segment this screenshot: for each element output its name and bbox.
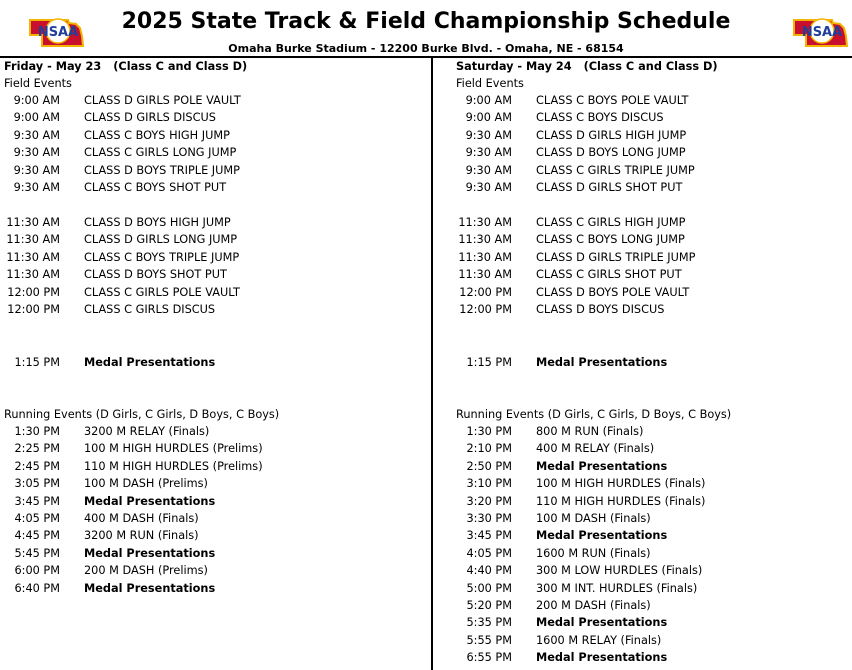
event-time: 6:40 PM — [14, 581, 60, 595]
schedule-row — [456, 495, 852, 512]
event-name: Medal Presentations — [536, 356, 668, 369]
schedule-row — [4, 582, 424, 599]
schedule-row — [456, 599, 852, 616]
event-name: 3200 M RELAY (Finals) — [84, 425, 210, 438]
schedule-row — [4, 286, 424, 303]
event-time: 5:35 PM — [466, 616, 512, 630]
class-label: (Class C and Class D) — [113, 60, 248, 73]
event-name: Medal Presentations — [84, 494, 216, 508]
event-time: 3:20 PM — [466, 494, 512, 508]
schedule-row — [456, 216, 852, 233]
event-time: 2:45 PM — [14, 459, 60, 473]
event-name: CLASS C BOYS TRIPLE JUMP — [84, 250, 240, 264]
event-time: 2:50 PM — [466, 459, 512, 473]
event-name: 200 M DASH (Prelims) — [84, 564, 208, 578]
schedule-row — [456, 634, 852, 651]
event-name: 110 M HIGH HURDLES (Prelims) — [84, 459, 263, 473]
event-name: 100 M HIGH HURDLES (Prelims) — [84, 442, 263, 456]
event-name: 100 M DASH (Prelims) — [84, 477, 208, 491]
header-divider — [0, 56, 852, 58]
event-time: 1:30 PM — [466, 425, 512, 438]
schedule-row — [4, 181, 424, 198]
event-time: 9:30 AM — [465, 181, 512, 194]
event-name: 800 M RUN (Finals) — [536, 425, 644, 438]
event-name: 110 M HIGH HURDLES (Finals) — [536, 494, 706, 508]
day-label: Friday - May 23 — [4, 60, 102, 73]
event-time: 9:30 AM — [13, 163, 60, 177]
event-time: 6:00 PM — [14, 564, 60, 578]
event-time: 9:00 AM — [465, 111, 512, 125]
event-time: 12:00 PM — [7, 285, 60, 299]
event-time: 12:00 PM — [459, 303, 512, 316]
schedule-row — [4, 303, 424, 320]
field-events-label: Field Events — [4, 77, 72, 90]
event-name: CLASS C GIRLS POLE VAULT — [84, 285, 240, 299]
event-time: 9:30 AM — [465, 128, 512, 142]
event-time: 9:30 AM — [465, 163, 512, 177]
event-time: 11:30 AM — [6, 268, 60, 282]
event-name: CLASS D BOYS LONG JUMP — [536, 146, 686, 160]
event-time: 5:00 PM — [466, 581, 512, 595]
event-time: 11:30 AM — [6, 233, 60, 247]
schedule-row — [456, 547, 852, 564]
event-time: 5:45 PM — [14, 546, 60, 560]
event-time: 11:30 AM — [6, 216, 60, 229]
schedule-row — [4, 146, 424, 163]
event-name: 1600 M RUN (Finals) — [536, 546, 651, 560]
schedule-row — [456, 651, 852, 668]
event-name: CLASS D GIRLS TRIPLE JUMP — [536, 250, 696, 264]
schedule-row — [456, 425, 852, 442]
event-name: CLASS D GIRLS SHOT PUT — [536, 181, 683, 194]
running-events-label: Running Events (D Girls, C Girls, D Boys, C Boys) — [456, 408, 732, 421]
event-name: Medal Presentations — [536, 459, 668, 473]
event-time: 3:10 PM — [466, 477, 512, 491]
event-name: CLASS C GIRLS SHOT PUT — [536, 268, 682, 282]
event-name: CLASS D BOYS HIGH JUMP — [84, 216, 231, 229]
event-time: 3:30 PM — [466, 512, 512, 525]
event-time: 2:10 PM — [466, 442, 512, 456]
event-name: CLASS C BOYS LONG JUMP — [536, 233, 685, 247]
event-time: 9:00 AM — [465, 94, 512, 107]
event-time: 11:30 AM — [458, 216, 512, 229]
schedule-row — [4, 442, 424, 459]
event-name: CLASS D BOYS TRIPLE JUMP — [84, 163, 240, 177]
event-name: CLASS D GIRLS POLE VAULT — [84, 94, 241, 107]
schedule-row — [4, 477, 424, 494]
schedule-row — [4, 512, 424, 529]
schedule-row — [456, 529, 852, 546]
schedule-row — [4, 268, 424, 285]
event-time: 5:55 PM — [466, 633, 512, 647]
event-time: 4:40 PM — [466, 564, 512, 578]
event-name: CLASS C BOYS HIGH JUMP — [84, 128, 230, 142]
schedule-row — [456, 512, 852, 529]
event-time: 5:20 PM — [466, 599, 512, 612]
event-name: CLASS D BOYS POLE VAULT — [536, 285, 690, 299]
event-time: 3:05 PM — [14, 477, 60, 491]
event-time: 1:15 PM — [14, 356, 60, 369]
schedule-row — [4, 216, 424, 233]
schedule-row — [4, 460, 424, 477]
event-name: Medal Presentations — [536, 616, 668, 630]
event-name: CLASS D GIRLS DISCUS — [84, 111, 216, 125]
event-time: 4:05 PM — [14, 512, 60, 525]
schedule-row — [4, 529, 424, 546]
event-time: 9:00 AM — [13, 94, 60, 107]
event-name: 400 M RELAY (Finals) — [536, 442, 655, 456]
running-events-label: Running Events (D Girls, C Girls, D Boys, C Boys) — [4, 408, 280, 421]
event-name: Medal Presentations — [84, 546, 216, 560]
schedule-row — [456, 181, 852, 198]
schedule-row — [456, 94, 852, 111]
schedule-row — [456, 251, 852, 268]
event-name: 300 M LOW HURDLES (Finals) — [536, 564, 703, 578]
schedule-row — [4, 495, 424, 512]
event-time: 4:45 PM — [14, 529, 60, 543]
event-name: CLASS D BOYS SHOT PUT — [84, 268, 227, 282]
event-name: 3200 M RUN (Finals) — [84, 529, 199, 543]
event-name: CLASS D GIRLS LONG JUMP — [84, 233, 238, 247]
medal-row — [4, 356, 424, 373]
schedule-row — [456, 146, 852, 163]
event-name: CLASS D BOYS DISCUS — [536, 303, 665, 316]
event-time: 4:05 PM — [466, 546, 512, 560]
event-time: 11:30 AM — [6, 250, 60, 264]
event-time: 2:25 PM — [14, 442, 60, 456]
event-time: 3:45 PM — [466, 529, 512, 543]
event-name: 1600 M RELAY (Finals) — [536, 633, 662, 647]
event-time: 11:30 AM — [458, 250, 512, 264]
schedule-row — [4, 547, 424, 564]
event-time: 11:30 AM — [458, 268, 512, 282]
schedule-row — [4, 564, 424, 581]
event-name: CLASS C BOYS POLE VAULT — [536, 94, 689, 107]
schedule-row — [456, 582, 852, 599]
field-events-label: Field Events — [456, 77, 524, 90]
event-time: 9:00 AM — [13, 111, 60, 125]
schedule-row — [456, 303, 852, 320]
schedule-row — [456, 286, 852, 303]
schedule-row — [4, 111, 424, 128]
medal-row — [456, 356, 852, 373]
schedule-row — [456, 460, 852, 477]
column-divider — [431, 57, 433, 670]
event-time: 12:00 PM — [7, 303, 60, 316]
event-name: CLASS C BOYS DISCUS — [536, 111, 664, 125]
event-name: Medal Presentations — [536, 651, 668, 665]
event-time: 1:15 PM — [466, 356, 512, 369]
event-name: Medal Presentations — [84, 581, 216, 595]
schedule-row — [456, 564, 852, 581]
schedule-row — [456, 111, 852, 128]
event-time: 9:30 AM — [13, 181, 60, 194]
event-time: 9:30 AM — [465, 146, 512, 160]
schedule-row — [456, 268, 852, 285]
logo-text: NSAA — [801, 25, 843, 40]
logo-text: NSAA — [37, 25, 79, 40]
schedule-row — [456, 233, 852, 250]
saturday-day-header — [456, 60, 718, 73]
event-name: CLASS C GIRLS HIGH JUMP — [536, 216, 686, 229]
event-name: 100 M HIGH HURDLES (Finals) — [536, 477, 706, 491]
event-time: 6:55 PM — [466, 651, 512, 665]
friday-day-header — [4, 60, 247, 73]
schedule-row — [4, 164, 424, 181]
event-name: CLASS C GIRLS TRIPLE JUMP — [536, 163, 695, 177]
event-name: 100 M DASH (Finals) — [536, 512, 651, 525]
event-name: CLASS D GIRLS HIGH JUMP — [536, 128, 687, 142]
event-name: 200 M DASH (Finals) — [536, 599, 651, 612]
schedule-row — [4, 129, 424, 146]
event-name: CLASS C BOYS SHOT PUT — [84, 181, 227, 194]
schedule-row — [4, 233, 424, 250]
schedule-row — [456, 616, 852, 633]
schedule-row — [456, 442, 852, 459]
schedule-row — [4, 251, 424, 268]
event-name: CLASS C GIRLS DISCUS — [84, 303, 216, 316]
event-time: 3:45 PM — [14, 494, 60, 508]
page-subtitle: Omaha Burke Stadium - 12200 Burke Blvd. - Omaha, NE - 68154 — [228, 42, 624, 55]
event-time: 12:00 PM — [459, 285, 512, 299]
schedule-row — [4, 425, 424, 442]
event-name: CLASS C GIRLS LONG JUMP — [84, 146, 237, 160]
event-time: 1:30 PM — [14, 425, 60, 438]
event-time: 11:30 AM — [458, 233, 512, 247]
event-name: 300 M INT. HURDLES (Finals) — [536, 581, 698, 595]
schedule-row — [456, 129, 852, 146]
event-name: Medal Presentations — [536, 529, 668, 543]
schedule-row — [456, 477, 852, 494]
day-label: Saturday - May 24 — [456, 60, 572, 73]
event-time: 9:30 AM — [13, 128, 60, 142]
schedule-row — [456, 164, 852, 181]
page-title: 2025 State Track & Field Championship Schedule — [121, 9, 731, 34]
class-label: (Class C and Class D) — [583, 60, 718, 73]
event-name: Medal Presentations — [84, 356, 216, 369]
event-name: 400 M DASH (Finals) — [84, 512, 199, 525]
event-time: 9:30 AM — [13, 146, 60, 160]
schedule-row — [4, 94, 424, 111]
